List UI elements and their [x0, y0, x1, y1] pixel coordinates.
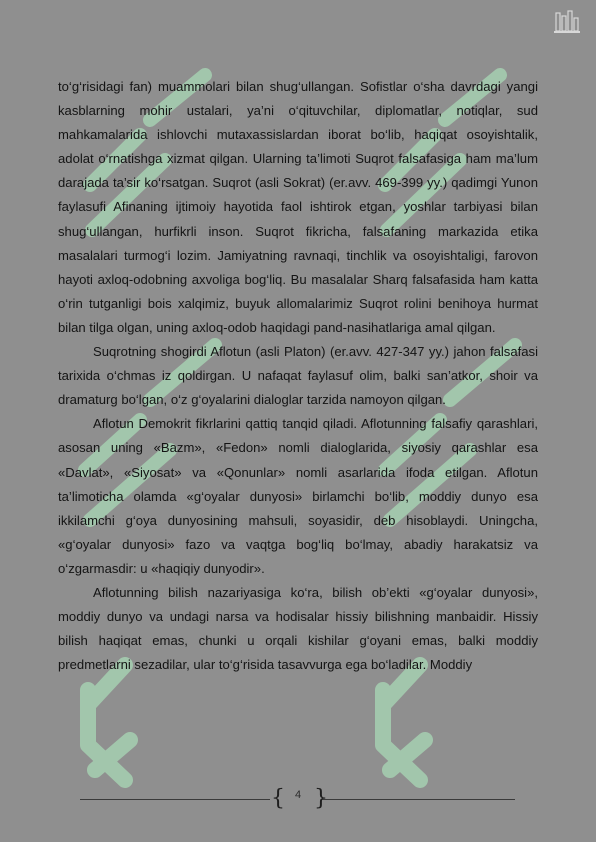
paragraph-2: Suqrotning shogirdi Aflotun (asli Platon) (er.avv. 427-347 yy.) jahon falsafasi tarixida o‘chmas iz qoldirgan. U nafaqat faylasuf olim, balki san’atkor, shoir va dramaturg bo‘lgan, o‘z g‘oyalarini dialoglar tarzida namoyon qilgan. [58, 344, 538, 408]
page-number: 4 [294, 789, 302, 801]
footer-bracket-left: { [271, 786, 285, 811]
footer-rule-left [80, 799, 270, 800]
document-body [58, 75, 538, 677]
footer-rule-right [322, 799, 515, 800]
watermark-mark-bottom-left [88, 665, 130, 780]
paragraph-3: Aflotun Demokrit fikrlarini qattiq tanqid qiladi. Aflotunning falsafiy qarashlari, asosan uning «Bazm», «Fedon» nomli dialoglarida, siyosiy qarashlar esa «Davlat», «Siyosat» va «Qonunlar» nomli asarlarida ifoda etilgan. Aflotun ta’limoticha olamda «g‘oyalar dunyosi» birlamchi bo‘lib, moddiy dunyo esa ikkilamchi g‘oya dunyosining mahsuli, soyasidir, deb hisoblaydi. Uningcha, «g‘oyalar dunyosi» fazo va vaqtga bog‘liq bo‘lmay, abadiy harakatsiz va o‘zgarmasdir: u «haqiqiy dunyodir». [58, 416, 538, 576]
library-logo-icon [553, 9, 581, 34]
paragraph-4: Aflotunning bilish nazariyasiga ko‘ra, bilish ob’ekti «g‘oyalar dunyosi», moddiy dunyo va undagi narsa va hodisalar hissiy bilishning manbaidir. Hissiy bilish haqiqat emas, chunki u orqali kishilar g‘oyani emas, balki moddiy predmetlarni sezadilar, ular to‘g‘risida tasavvurga ega bo‘ladilar. Moddiy [58, 584, 538, 673]
paragraph-1: to‘g‘risidagi fan) muammolari bilan shug‘ullangan. Sofistlar o‘sha davrdagi yangi kasblarning mohir ustalari, ya’ni o‘qituvchilar, diplomatlar, notiqlar, sud mahkamalarida ishlovchi mutaxassislardan iborat bo‘lib, haqiqat osoyishtalik, adolat o‘rnatishga xizmat qilgan. Ularning ta’limoti Suqrot falsafasiga ham ma’lum darajada ta’sir ko‘rsatgan. Suqrot (asli Sokrat) (er.avv. 469-399 yy.) qadimgi Yunon faylasufi Afinaning ijtimoiy hayotida faol ishtirok etgan, yoshlar tarbiyasi bilan shug‘ullangan, hurfikrli inson. Suqrot fikricha, falsafaning markazida etika masalalari turmog‘i lozim. Jamiyatning ravnaqi, tinchlik va osoyishtaligi, farovon hayoti axloq-odobning axvoliga bog‘liq. Bu masalalar Sharq falsafasida ham katta o‘rin tutganligi bois xalqimiz, buyuk allomalarimiz Suqrot rolini benihoya hurmat bilan tilga olgan, uning axloq-odob haqidagi pand-nasihatlariga amal qilgan. [58, 79, 538, 335]
watermark-mark-bottom-right [383, 665, 425, 780]
footer-bracket-right: } [314, 786, 328, 811]
